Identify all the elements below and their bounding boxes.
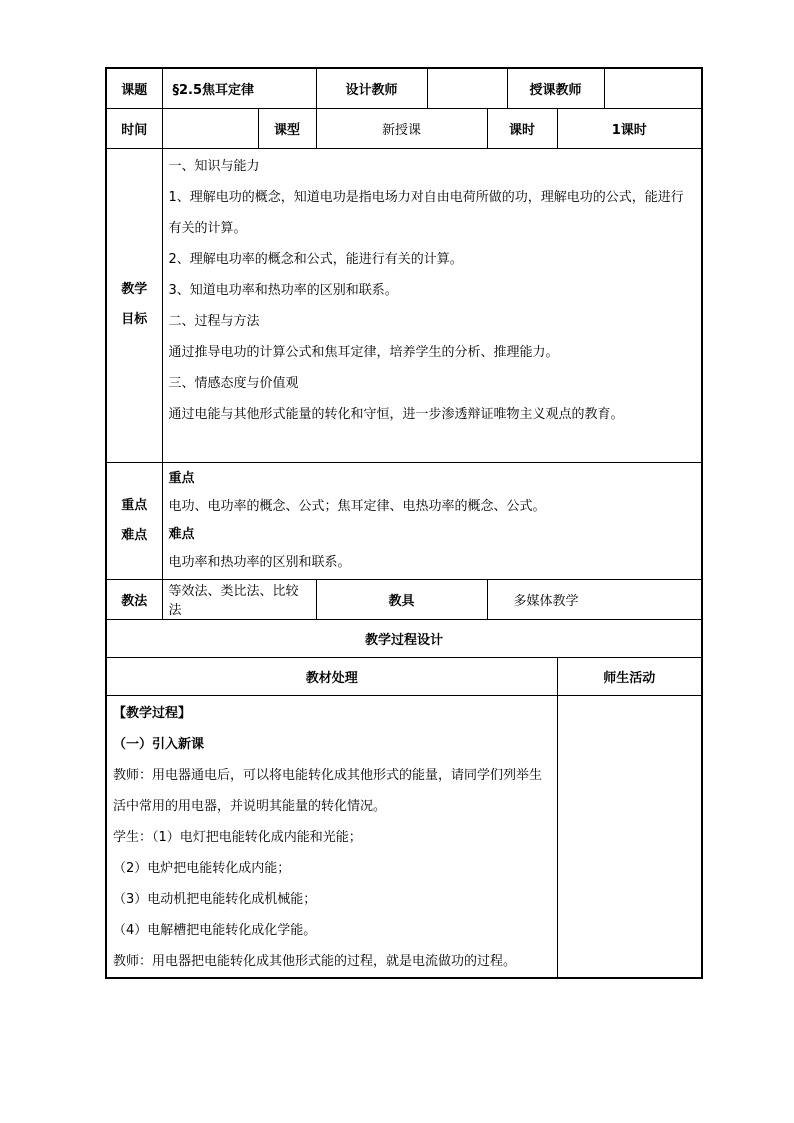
key-points-content	[162, 462, 702, 579]
process-line: 教师：用电器把电能转化成其他形式能的过程，就是电流做功的过程。	[113, 953, 517, 969]
time-label: 时间	[106, 108, 162, 148]
objective-line: 3、知道电功率和热功率的区别和联系。	[168, 282, 398, 298]
process-line: （3）电动机把电能转化成机械能；	[113, 891, 317, 907]
lesson-plan	[105, 67, 701, 979]
process-line: （2）电炉把电能转化成内能；	[113, 860, 291, 876]
course-title-label: 课题	[106, 68, 162, 108]
process-title: 教学过程设计	[106, 619, 702, 657]
key-title: 重点	[168, 470, 195, 486]
difficult-title: 难点	[168, 526, 195, 542]
method-label: 教法	[106, 579, 162, 619]
key-points-label: 重点 难点	[106, 462, 162, 579]
process-content	[106, 695, 557, 978]
process-body-row	[106, 695, 702, 978]
difficult-text: 电功率和热功率的区别和联系。	[168, 554, 351, 570]
type-value: 新授课	[316, 108, 487, 148]
key-text: 电功、电功率的概念、公式；焦耳定律、电热功率的概念、公式。	[168, 498, 546, 514]
column-material: 教材处理	[106, 657, 557, 695]
objectives-row	[106, 148, 702, 462]
time-value	[162, 108, 258, 148]
objectives-label: 教学 目标	[106, 148, 162, 462]
info-row	[106, 108, 702, 148]
teacher-value	[604, 68, 702, 108]
objective-line: 二、过程与方法	[168, 313, 260, 329]
objective-line: 通过推导电功的计算公式和焦耳定律，培养学生的分析、推理能力。	[168, 344, 559, 360]
objective-line: 1、理解电功的概念，知道电功是指电场力对自由电荷所做的功，理解电功的公式，能进行有关的计算。	[168, 189, 684, 236]
course-title-value: §2.5焦耳定律	[162, 68, 316, 108]
process-line: （4）电解槽把电能转化成化学能。	[113, 922, 317, 938]
tools-value: 多媒体教学	[487, 579, 702, 619]
process-header-row	[106, 657, 702, 695]
lesson-plan-table	[105, 67, 703, 979]
process-title-row	[106, 619, 702, 657]
column-activity: 师生活动	[557, 657, 702, 695]
objective-line: 一、知识与能力	[168, 158, 260, 174]
process-line: 学生：（1）电灯把电能转化成内能和光能；	[113, 829, 362, 845]
header-row	[106, 68, 702, 108]
designer-label: 设计教师	[316, 68, 427, 108]
objective-line: 2、理解电功率的概念和公式，能进行有关的计算。	[168, 251, 463, 267]
objectives-content	[162, 148, 702, 462]
key-points-row	[106, 462, 702, 579]
section-title: 【教学过程】	[113, 705, 192, 721]
type-label: 课型	[258, 108, 316, 148]
methods-row	[106, 579, 702, 619]
activity-content	[557, 695, 702, 978]
hours-label: 课时	[487, 108, 557, 148]
hours-value: 1课时	[557, 108, 702, 148]
objective-line: 通过电能与其他形式能量的转化和守恒，进一步渗透辩证唯物主义观点的教育。	[168, 406, 624, 422]
subsection-title: （一）引入新课	[113, 736, 205, 752]
teacher-label: 授课教师	[507, 68, 604, 108]
process-line: 教师：用电器通电后，可以将电能转化成其他形式的能量，请同学们列举生活中常用的用电器，并说明其能量的转化情况。	[113, 767, 543, 814]
designer-value	[427, 68, 507, 108]
objective-line: 三、情感态度与价值观	[168, 375, 299, 391]
method-value: 等效法、类比法、比较法	[162, 579, 316, 619]
tools-label: 教具	[316, 579, 487, 619]
